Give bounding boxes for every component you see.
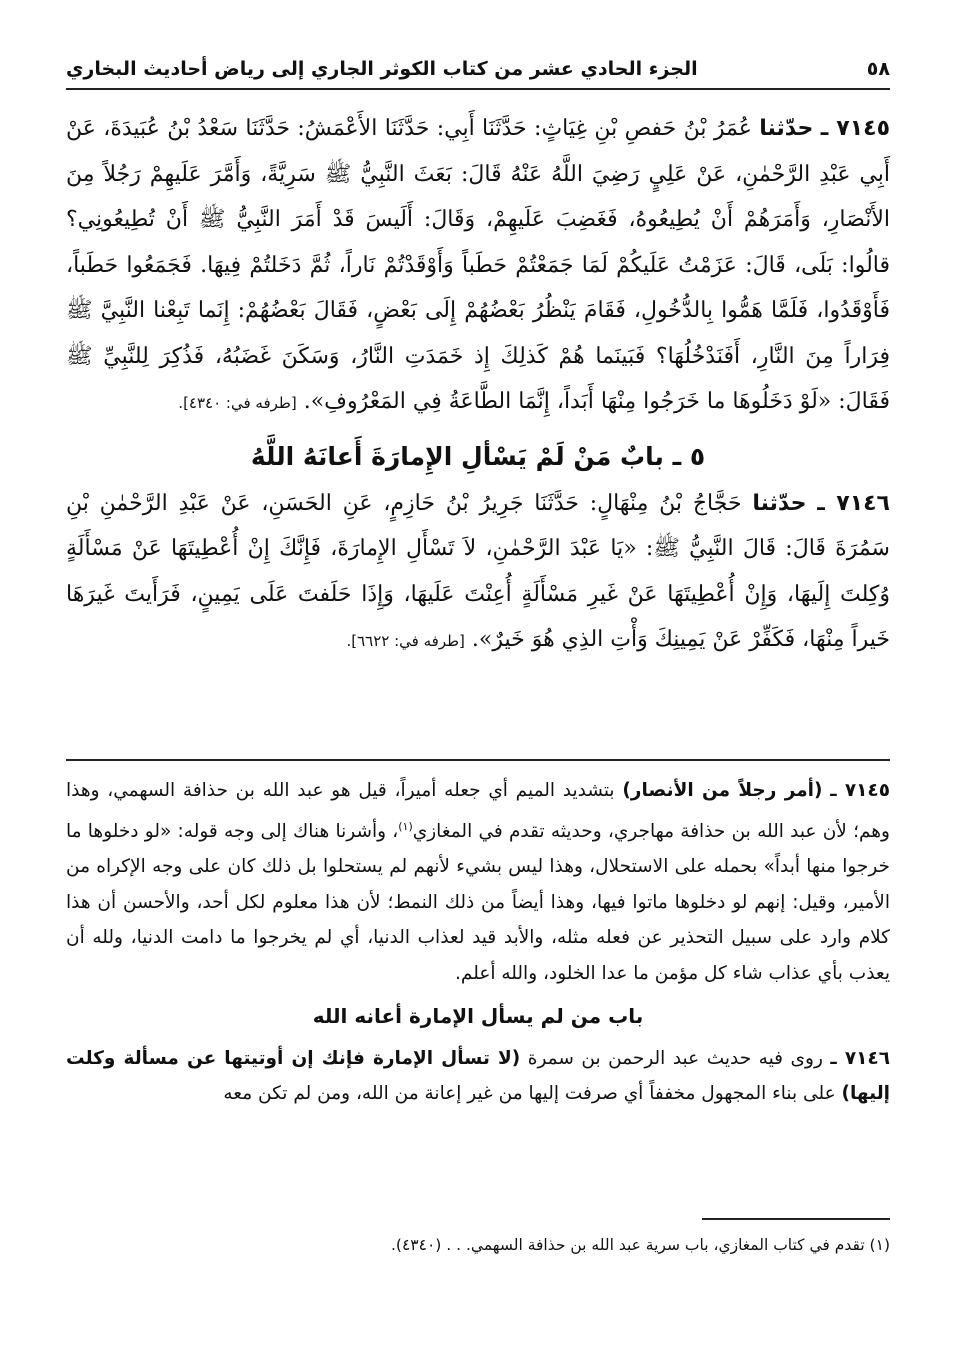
commentary-sub-heading: باب من لم يسأل الإمارة أعانه الله (312, 1004, 644, 1029)
commentary-number: ٧١٤٥ ـ (830, 780, 891, 801)
commentary-text: بتشديد الميم أي جعله أميراً، قيل هو عبد الله بن حذافة السهمي، وهذا وهم؛ لأن عبد الله بن حذافة مهاجري، وحديثه تقدم في المغازي (66, 780, 890, 842)
header-divider (66, 88, 890, 90)
commentary-intro: روى فيه حديث عبد الرحمن بن سمرة (527, 1047, 823, 1069)
page-header (66, 46, 890, 80)
commentary (66, 773, 890, 1112)
footnote: (١) تقدم في كتاب المغازي، باب سرية عبد الله بن حذافة السهمي. . . (٤٣٤٠). (391, 1236, 890, 1254)
commentary-7145 (66, 773, 890, 991)
hadith-reference: [طرفه في: ٤٣٤٠]. (178, 394, 297, 412)
hadith-number: ٧١٤٦ ـ (817, 490, 890, 516)
running-title: الجزء الحادي عشر من كتاب الكوثر الجاري إلى رياض أحاديث البخاري (66, 58, 698, 80)
page-number: ٥٨ (866, 58, 890, 80)
chapter-heading: ٥ ـ بابٌ مَنْ لَمْ يَسْألِ الإِمارَةَ أَعانَهُ اللَّهُ (250, 441, 706, 471)
hadith-number: ٧١٤٥ ـ (820, 116, 890, 141)
commentary-quote: (لا تسأل الإمارة فإنك إن أوتيتها عن مسألة وكلت إليها) (66, 1047, 890, 1105)
footnote-marker[interactable]: (١) (398, 819, 413, 833)
hadith-7145 (66, 106, 890, 427)
hadith-reference: [طرفه في: ٦٦٢٢]. (346, 632, 465, 650)
hadith-text: حَجَّاجُ بْنُ مِنْهَالٍ: حَدَّثَنَا جَرِيرُ بْنُ حَازِمٍ، عَنِ الحَسَنِ، عَنْ عَبْدِ الرَّحْمٰنِ بْنِ سَمُرَةَ قَالَ: قَالَ النَّبِيُّ ﷺ: «يَا عَبْدَ الرَّحْمٰنِ، لاَ تَسْأَلِ الإِمارَةَ، فَإِنَّكَ إِنْ أُعْطِيتَهَا عَنْ مَسْأَلَةٍ وُكِلتَ إِلَيهَا، وَإِنْ أُعْطِيتَهَا عَنْ غَيرِ مَسْأَلَةٍ أُعِنْتَ عَلَيهَا، وَإِذَا حَلَفتَ عَلَى يَمِينٍ، فَرَأَيتَ غَيرَهَا خَيراً مِنْهَا، فَكَفِّرْ عَنْ يَمِينِكَ وَأْتِ الذِي هُوَ خَيرٌ». (66, 490, 890, 652)
footnote-divider (702, 1218, 890, 1220)
hadith-text: عُمَرُ بْنُ حَفصِ بْنِ غِيَاثٍ: حَدَّثَنَا أَبِي: حَدَّثَنَا الأَعْمَشُ: حَدَّثَنَا سَعْدُ بْنُ عُبَيدَةَ، عَنْ أَبِي عَبْدِ الرَّحْمٰنِ، عَنْ عَلِيٍ رَضِيَ اللَّهُ عَنْهُ قَالَ: بَعَثَ النَّبِيُّ ﷺ سَرِيَّةً، وَأَمَّرَ عَلَيهِمْ رَجُلاً مِنَ الأَنْصَارِ، وَأَمَرَهُمْ أَنْ يُطِيعُوهُ، فَغَضِبَ عَلَيهِمْ، وَقَالَ: أَلَيسَ قَدْ أَمَرَ النَّبِيُّ ﷺ أَنْ تُطِيعُونِي؟ قالُوا: بَلَى، قَالَ: عَزَمْتُ عَلَيكُمْ لَمَا جَمَعْتُمْ حَطَباً وَأَوْقَدْتُمْ نَاراً، ثُمَّ دَخَلتُمْ فِيهَا. فَجَمَعُوا حَطَباً، فَأَوْقَدُوا، فَلَمَّا هَمُّوا بِالدُّخُولِ، فَقَامَ يَنْظُرُ بَعْضُهُمْ إِلَى بَعْضٍ، فَقَالَ بَعْضُهُمْ: إِنَما تَبِعْنا النَّبِيَّ ﷺ فِرَاراً مِنَ النَّارِ، أَفَنَدْخُلُهَا؟ فَبَينَما هُمْ كَذلِكَ إِذ خَمَدَتِ النَّارُ، وَسَكَنَ غَضَبُهُ، فَذُكِرَ لِلنَّبِيِّ ﷺ فَقَالَ: «لَوْ دَخَلُوهَا ما خَرَجُوا مِنْهَا أَبَداً، إِنَّمَا الطَّاعَةُ فِي المَعْرُوفِ». (66, 116, 890, 414)
commentary-text-continued: ، وأشرنا هناك إلى وجه قوله: «لو دخلوها ما خرجوا منها أبداً» بحمله على الاستحلال، وهذا ليس بشيء لأنهم لم يستحلوا بل ذلك كان على وجه الإكراه من الأمير، وقيل: إنهم لو دخلوها ماتوا فيها، وهذا أيضاً من ذلك النمط؛ لأن هذا معلوم لكل أحد، والأحسن أن هذا كلام وارد على سبيل التحذير عن فعله مثله، والأبد قيد لعذاب الدنيا، أي لم يخرجوا ما دامت الدنيا، ولله أن يعذب بأي عذاب شاء كل مؤمن ما عدا الخلود، والله أعلم. (66, 820, 890, 984)
hadith-lead: حدّثنا (752, 490, 807, 516)
commentary-number: ٧١٤٦ ـ (830, 1047, 890, 1069)
commentary-text: على بناء المجهول مخففاً أي صرفت إليها من غير إعانة من الله، ومن لم تكن معه (223, 1083, 836, 1105)
hadith-lead: حدّثنا (759, 116, 814, 141)
commentary-7146 (66, 1041, 890, 1112)
main-text (66, 106, 890, 665)
commentary-divider (66, 759, 890, 761)
commentary-quote: (أمر رجلاً من الأنصار) (622, 780, 823, 801)
hadith-7146 (66, 481, 890, 665)
